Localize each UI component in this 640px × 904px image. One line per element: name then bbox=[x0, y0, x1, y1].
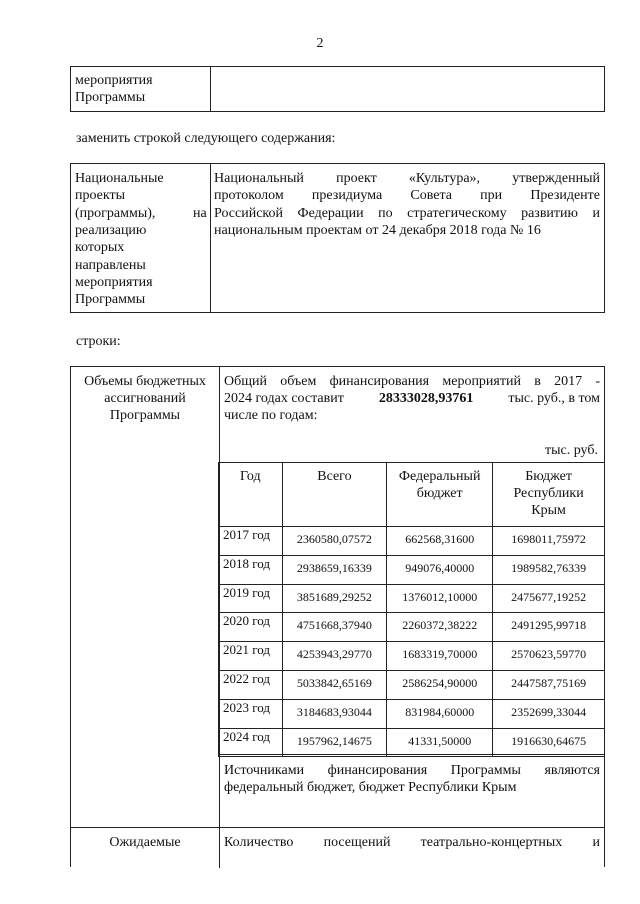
budget-unit: тыс. руб. bbox=[545, 443, 598, 458]
federal-cell: 1376012,10000 bbox=[387, 584, 493, 613]
new-row-label-4: на bbox=[193, 206, 207, 221]
federal-cell: 2260372,38222 bbox=[387, 613, 493, 642]
federal-cell: 41331,50000 bbox=[387, 728, 493, 757]
new-row-label-3: (программы), bbox=[75, 206, 156, 221]
header-crimea: Бюджет Республики Крым bbox=[493, 463, 605, 527]
budget-intro-3: числе по годам: bbox=[224, 408, 318, 423]
year-cell: 2019 год bbox=[219, 584, 283, 613]
new-row-text-2: протоколом президиума Совета при Президенте bbox=[214, 188, 600, 203]
budget-table-header bbox=[219, 463, 605, 527]
header-total: Всего bbox=[282, 463, 387, 527]
new-row-label-8: мероприятия bbox=[75, 275, 153, 290]
budget-table-row bbox=[219, 527, 605, 556]
budget-intro-2b: тыс. руб., в том bbox=[508, 391, 600, 406]
crimea-cell: 2491295,99718 bbox=[493, 613, 605, 642]
federal-cell: 949076,40000 bbox=[387, 555, 493, 584]
crimea-cell: 1916630,64675 bbox=[493, 728, 605, 757]
new-row-label-7: направлены bbox=[75, 258, 146, 273]
budget-table-row bbox=[219, 699, 605, 728]
year-cell: 2020 год bbox=[219, 613, 283, 642]
new-row-label-6: которых bbox=[75, 240, 125, 255]
budget-total: 28333028,93761 bbox=[378, 391, 474, 406]
budget-label-2: ассигнований bbox=[104, 391, 186, 406]
total-cell: 3851689,29252 bbox=[282, 584, 387, 613]
budget-intro-2a: 2024 годах составит bbox=[224, 391, 344, 406]
total-cell: 2938659,16339 bbox=[282, 555, 387, 584]
new-row-label-5: реализацию bbox=[75, 223, 147, 238]
federal-cell: 1683319,70000 bbox=[387, 642, 493, 671]
year-cell: 2018 год bbox=[219, 555, 283, 584]
budget-table-row bbox=[219, 728, 605, 757]
new-row-label-2: проекты bbox=[75, 188, 126, 203]
replace-instruction: заменить строкой следующего содержания: bbox=[76, 131, 336, 146]
expected-label: Ожидаемые bbox=[109, 835, 181, 850]
new-row-text-1: Национальный проект «Культура», утвержденный bbox=[214, 171, 600, 186]
budget-table-row bbox=[219, 613, 605, 642]
budget-label-1: Объемы бюджетных bbox=[84, 374, 206, 389]
year-cell: 2021 год bbox=[219, 642, 283, 671]
crimea-cell: 2352699,33044 bbox=[493, 699, 605, 728]
budget-table bbox=[218, 462, 605, 757]
page-number: 2 bbox=[316, 36, 324, 51]
crimea-cell: 1989582,76339 bbox=[493, 555, 605, 584]
total-cell: 5033842,65169 bbox=[282, 670, 387, 699]
federal-cell: 2586254,90000 bbox=[387, 670, 493, 699]
total-cell: 1957962,14675 bbox=[282, 728, 387, 757]
new-row-label-1: Национальные bbox=[75, 171, 164, 186]
total-cell: 2360580,07572 bbox=[282, 527, 387, 556]
total-cell: 3184683,93044 bbox=[282, 699, 387, 728]
budget-sources-1: Источниками финансирования Программы являются bbox=[224, 763, 600, 778]
budget-table-row bbox=[219, 584, 605, 613]
new-row-label-9: Программы bbox=[75, 292, 146, 307]
budget-sources-2: федеральный бюджет, бюджет Республики Крым bbox=[224, 780, 517, 795]
rows-label: строки: bbox=[76, 334, 121, 349]
budget-intro-1: Общий объем финансирования мероприятий в 2017 - bbox=[224, 374, 600, 389]
year-cell: 2023 год bbox=[219, 699, 283, 728]
old-row bbox=[70, 66, 605, 112]
budget-table-row bbox=[219, 555, 605, 584]
federal-cell: 662568,31600 bbox=[387, 527, 493, 556]
crimea-cell: 1698011,75972 bbox=[493, 527, 605, 556]
crimea-cell: 2570623,59770 bbox=[493, 642, 605, 671]
budget-table-row bbox=[219, 670, 605, 699]
expected-row bbox=[70, 827, 605, 867]
crimea-cell: 2447587,75169 bbox=[493, 670, 605, 699]
new-row-text-3: Российской Федерации по стратегическому развитию и bbox=[214, 206, 600, 221]
crimea-cell: 2475677,19252 bbox=[493, 584, 605, 613]
year-cell: 2017 год bbox=[219, 527, 283, 556]
new-row-text-4: национальным проектам от 24 декабря 2018 года № 16 bbox=[214, 223, 541, 238]
budget-label-3: Программы bbox=[109, 408, 181, 423]
header-federal: Федеральный бюджет bbox=[387, 463, 493, 527]
total-cell: 4253943,29770 bbox=[282, 642, 387, 671]
year-cell: 2024 год bbox=[219, 728, 283, 757]
budget-table-row bbox=[219, 642, 605, 671]
old-row-label-2: Программы bbox=[75, 90, 146, 105]
old-row-label-1: мероприятия bbox=[75, 73, 153, 88]
header-year: Год bbox=[219, 463, 283, 527]
federal-cell: 831984,60000 bbox=[387, 699, 493, 728]
expected-text-1: Количество посещений театрально-концертных и bbox=[224, 835, 600, 850]
new-row bbox=[70, 163, 605, 313]
total-cell: 4751668,37940 bbox=[282, 613, 387, 642]
year-cell: 2022 год bbox=[219, 670, 283, 699]
budget-intro-2 bbox=[224, 390, 600, 407]
